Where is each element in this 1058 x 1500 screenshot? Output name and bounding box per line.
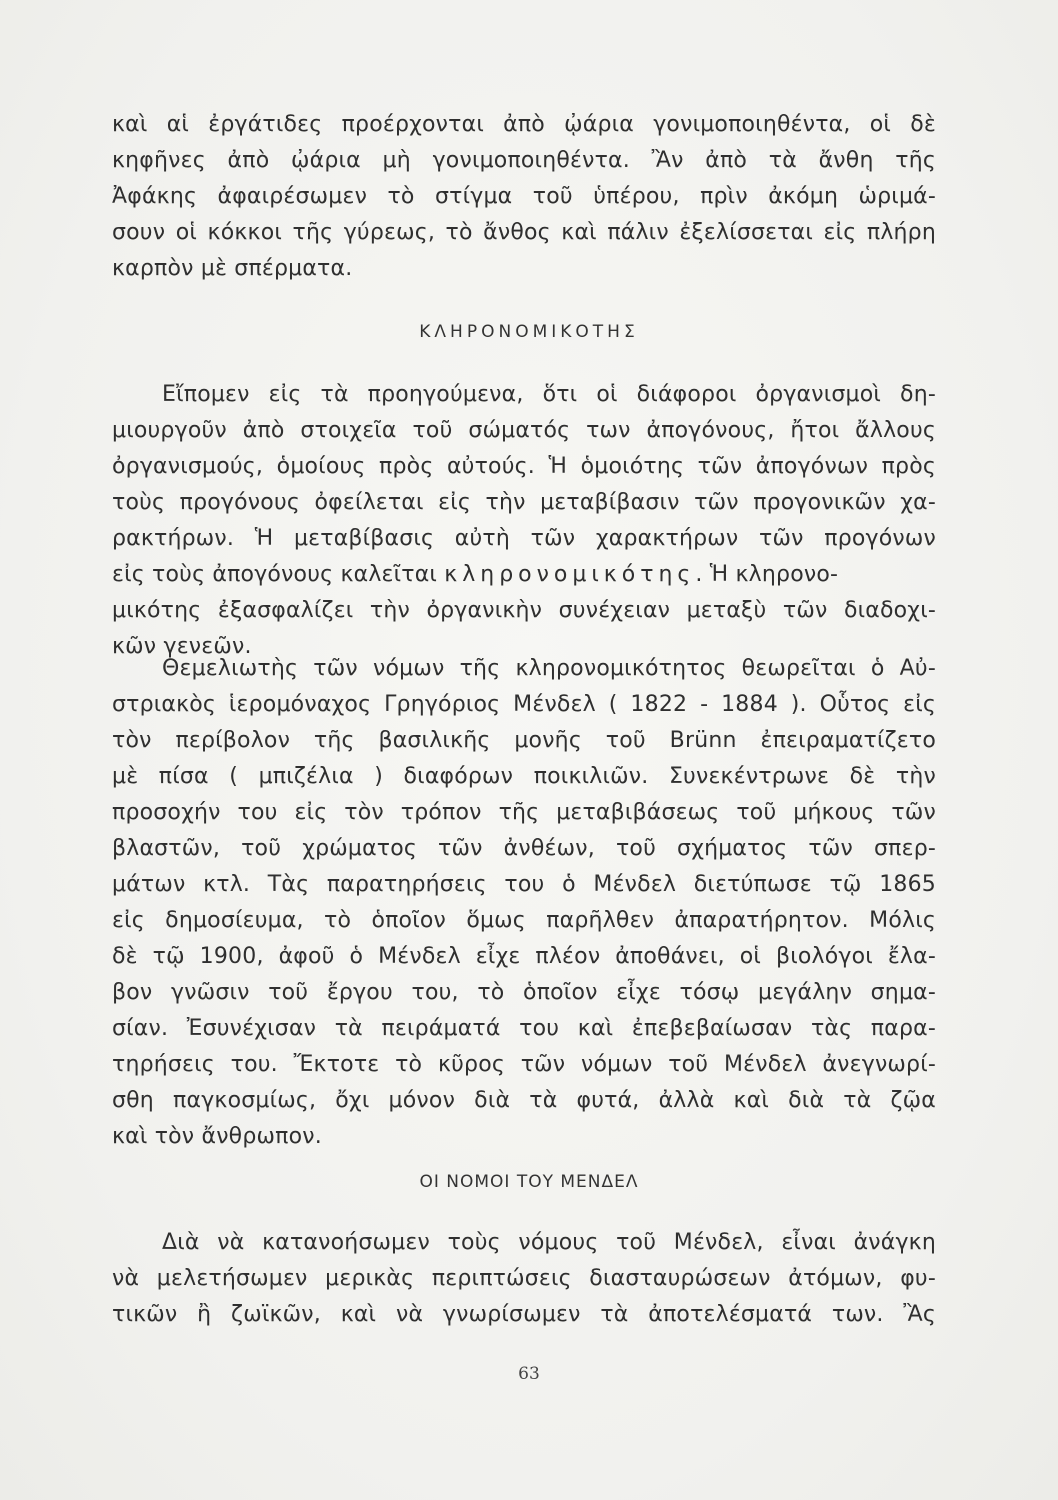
text-line: βον γνῶσιν τοῦ ἔργου του, τὸ ὁποῖον εἶχε τόσῳ μεγάλην σημα- [112, 980, 936, 1005]
text-line: καρπὸν μὲ σπέρματα. [112, 256, 353, 281]
text-line: Διὰ νὰ κατανοήσωμεν τοὺς νόμους τοῦ Μένδελ, εἶναι ἀνάγκη [162, 1230, 936, 1255]
text-fragment: . Ἡ κληρονο- [695, 562, 839, 587]
text-line: μὲ πίσα ( μπιζέλια ) διαφόρων ποικιλιῶν. Συνεκέντρωνε δὲ τὴν [112, 764, 936, 789]
text-line: τὸν περίβολον τῆς βασιλικῆς μονῆς τοῦ Brünn ἐπειραματίζετο [112, 728, 936, 753]
text-line: σίαν. Ἐσυνέχισαν τὰ πειράματά του καὶ ἐπεβεβαίωσαν τὰς παρα- [112, 1016, 936, 1041]
page-number: 63 [518, 1364, 540, 1384]
text-line: τοὺς προγόνους ὀφείλεται εἰς τὴν μεταβίβασιν τῶν προγονικῶν χα- [112, 490, 936, 515]
text-line: καὶ αἱ ἐργάτιδες προέρχονται ἀπὸ ᾠάρια γονιμοποιηθέντα, οἱ δὲ [112, 112, 936, 137]
text-line: κηφῆνες ἀπὸ ᾠάρια μὴ γονιμοποιηθέντα. Ἂν ἀπὸ τὰ ἄνθη τῆς [112, 148, 936, 173]
text-line: στριακὸς ἱερομόναχος Γρηγόριος Μένδελ ( 1822 - 1884 ). Οὗτος εἰς [112, 692, 936, 717]
text-line: δὲ τῷ 1900, ἀφοῦ ὁ Μένδελ εἶχε πλέον ἀποθάνει, οἱ βιολόγοι ἔλα- [112, 944, 936, 969]
text-line: ρακτήρων. Ἡ μεταβίβασις αὐτὴ τῶν χαρακτήρων τῶν προγόνων [112, 526, 936, 551]
text-line [112, 558, 838, 592]
section-heading-heredity: ΚΛΗΡΟΝΟΜΙΚΟΤΗΣ [419, 322, 639, 342]
text-line: Εἴπομεν εἰς τὰ προηγούμενα, ὅτι οἱ διάφοροι ὀργανισμοὶ δη- [162, 382, 936, 407]
emphasized-term: κληρονομικότης [444, 562, 696, 587]
text-line: νὰ μελετήσωμεν μερικὰς περιπτώσεις διασταυρώσεων ἀτόμων, φυ- [112, 1266, 936, 1291]
text-line: Θεμελιωτὴς τῶν νόμων τῆς κληρονομικότητος θεωρεῖται ὁ Αὐ- [162, 656, 936, 681]
text-line: τικῶν ἢ ζωϊκῶν, καὶ νὰ γνωρίσωμεν τὰ ἀποτελέσματά των. Ἂς [112, 1302, 936, 1327]
text-line: τηρήσεις του. Ἔκτοτε τὸ κῦρος τῶν νόμων τοῦ Μένδελ ἀνεγνωρί- [112, 1052, 936, 1077]
text-line: σθη παγκοσμίως, ὄχι μόνον διὰ τὰ φυτά, ἀλλὰ καὶ διὰ τὰ ζῷα [112, 1088, 936, 1113]
text-line: μικότης ἐξασφαλίζει τὴν ὀργανικὴν συνέχειαν μεταξὺ τῶν διαδοχι- [112, 598, 936, 623]
text-line: Ἀφάκης ἀφαιρέσωμεν τὸ στίγμα τοῦ ὑπέρου, πρὶν ἀκόμη ὡριμά- [112, 184, 936, 209]
text-line: σουν οἱ κόκκοι τῆς γύρεως, τὸ ἄνθος καὶ πάλιν ἐξελίσσεται εἰς πλήρη [112, 220, 936, 245]
text-line: καὶ τὸν ἄνθρωπον. [112, 1124, 322, 1149]
text-line: μιουργοῦν ἀπὸ στοιχεῖα τοῦ σώματός των ἀπογόνους, ἤτοι ἄλλους [112, 418, 936, 443]
text-line: εἰς δημοσίευμα, τὸ ὁποῖον ὅμως παρῆλθεν ἀπαρατήρητον. Μόλις [112, 908, 936, 933]
text-line: κῶν γενεῶν. [112, 634, 252, 659]
text-line: ὀργανισμούς, ὁμοίους πρὸς αὐτούς. Ἡ ὁμοιότης τῶν ἀπογόνων πρὸς [112, 454, 936, 479]
text-line: βλαστῶν, τοῦ χρώματος τῶν ἀνθέων, τοῦ σχήματος τῶν σπερ- [112, 836, 936, 861]
text-line: προσοχήν του εἰς τὸν τρόπον τῆς μεταβιβάσεως τοῦ μήκους τῶν [112, 800, 936, 825]
section-heading-mendel-laws: ΟΙ ΝΟΜΟΙ ΤΟΥ ΜΕΝΔΕΛ [419, 1172, 639, 1192]
text-line: μάτων κτλ. Τὰς παρατηρήσεις του ὁ Μένδελ διετύπωσε τῷ 1865 [112, 872, 936, 897]
text-fragment: εἰς τοὺς ἀπογόνους καλεῖται [112, 562, 445, 587]
